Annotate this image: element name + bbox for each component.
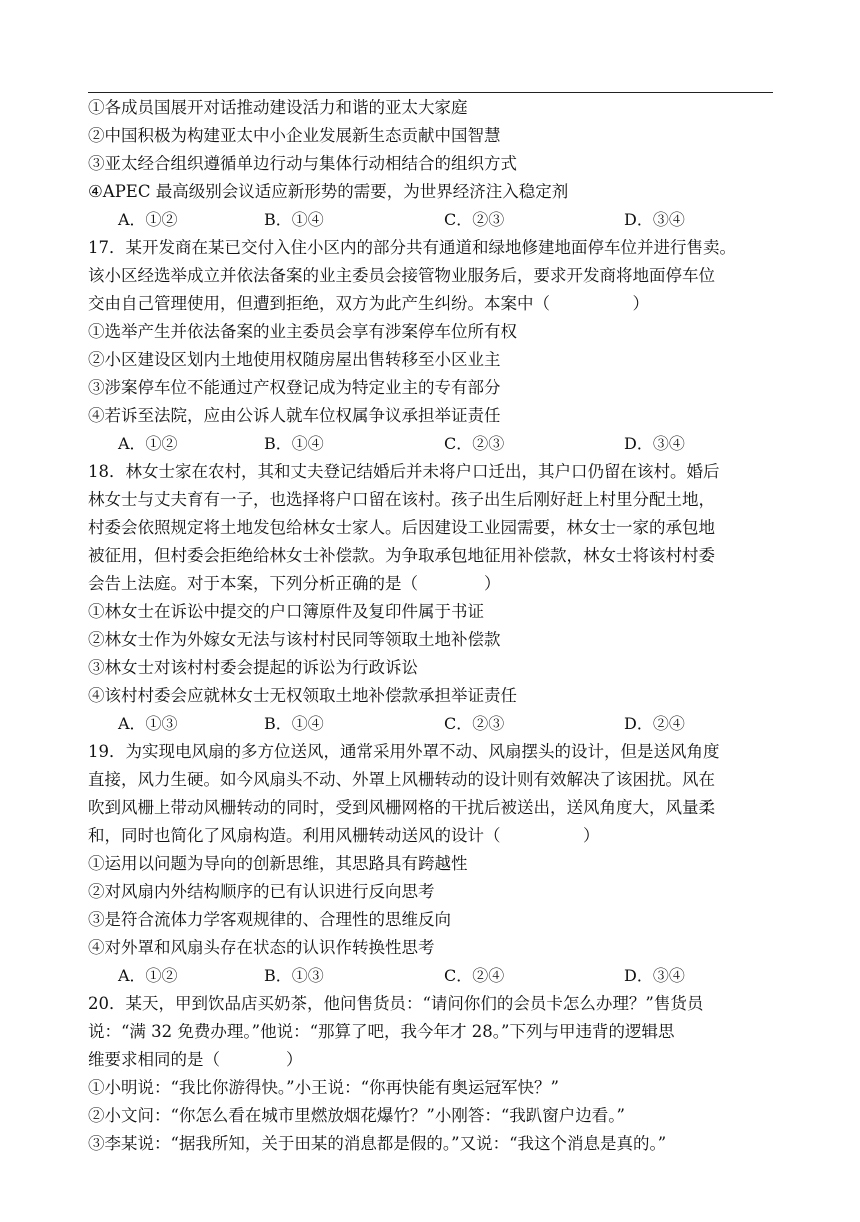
option-d: D．③④ [624,434,685,453]
option-c: C．②③ [444,434,505,453]
statement: ④APEC 最高级别会议适应新形势的需要，为世界经济注入稳定剂 [88,182,569,201]
question-stem: 直接，风力生硬。如今风扇头不动、外罩上风栅转动的设计则有效解决了该困扰。风在 [88,770,715,789]
option-a: A．①② [118,966,178,985]
statement: ②林女士作为外嫁女无法与该村村民同等领取土地补偿款 [88,630,501,649]
question-stem: 村委会依照规定将土地发包给林女士家人。后因建设工业园需要，林女士一家的承包地 [88,518,715,537]
option-d: D．②④ [624,714,685,733]
statement: ①运用以问题为导向的创新思维，其思路具有跨越性 [88,854,468,873]
statement: ②中国积极为构建亚太中小企业发展新生态贡献中国智慧 [88,126,501,145]
statement: ④若诉至法院，应由公诉人就车位权属争议承担举证责任 [88,406,501,425]
option-b: B．①④ [264,714,324,733]
statement: ③李某说：“据我所知，关于田某的消息都是假的。”又说：“我这个消息是真的。” [88,1134,667,1153]
question-stem: 该小区经选举成立并依法备案的业主委员会接管物业服务后，要求开发商将地面停车位 [88,266,715,285]
question-stem: 19．为实现电风扇的多方位送风，通常采用外罩不动、风扇摆头的设计，但是送风角度 [88,742,720,761]
option-b: B．①③ [264,966,324,985]
statement: ②对风扇内外结构顺序的已有认识进行反向思考 [88,882,435,901]
statement: ④对外罩和风扇头存在状态的认识作转换性思考 [88,938,435,957]
option-d: D．③④ [624,966,685,985]
answer-options [88,206,788,234]
question-stem: 维要求相同的是（ ） [88,1050,303,1069]
option-a: A．①② [118,210,178,229]
question-stem: 18．林女士家在农村，其和丈夫登记结婚后并未将户口迁出，其户口仍留在该村。婚后 [88,462,720,481]
question-18 [88,458,788,738]
answer-options [88,962,788,990]
question-stem: 被征用，但村委会拒绝给林女士补偿款。为争取承包地征用补偿款，林女士将该村村委 [88,546,715,565]
question-16 [88,94,788,234]
statement: ①小明说：“我比你游得快。”小王说：“你再快能有奥运冠军快？” [88,1078,559,1097]
question-17 [88,234,788,458]
question-stem: 和，同时也简化了风扇构造。利用风栅转动送风的设计（ ） [88,826,600,845]
question-stem: 会告上法庭。对于本案，下列分析正确的是（ ） [88,574,501,593]
statement: ①各成员国展开对话推动建设活力和谐的亚太大家庭 [88,98,468,117]
statement: ②小文问：“你怎么看在城市里燃放烟花爆竹？”小刚答：“我趴窗户边看。” [88,1106,625,1125]
statement: ②小区建设区划内土地使用权随房屋出售转移至小区业主 [88,350,501,369]
statement: ④该村村委会应就林女士无权领取土地补偿款承担举证责任 [88,686,517,705]
question-stem: 20．某天，甲到饮品店买奶茶，他问售货员：“请问你们的会员卡怎么办理？”售货员 [88,994,704,1013]
question-stem: 17．某开发商在某已交付入住小区内的部分共有通道和绿地修建地面停车位并进行售卖。 [88,238,736,257]
option-a: A．①③ [118,714,178,733]
question-20 [88,990,788,1158]
statement: ③涉案停车位不能通过产权登记成为特定业主的专有部分 [88,378,501,397]
statement: ①选举产生并依法备案的业主委员会享有涉案停车位所有权 [88,322,517,341]
option-a: A．①② [118,434,178,453]
option-b: B．①④ [264,210,324,229]
option-c: C．②③ [444,210,505,229]
header-rule [88,92,773,93]
option-b: B．①④ [264,434,324,453]
statement: ③是符合流体力学客观规律的、合理性的思维反向 [88,910,451,929]
statement: ①林女士在诉讼中提交的户口簿原件及复印件属于书证 [88,602,484,621]
question-stem: 吹到风栅上带动风栅转动的同时，受到风栅网格的干扰后被送出，送风角度大，风量柔 [88,798,715,817]
question-stem: 交由自己管理使用，但遭到拒绝，双方为此产生纠纷。本案中（ ） [88,294,649,313]
question-stem: 林女士与丈夫育有一子，也选择将户口留在该村。孩子出生后刚好赶上村里分配土地， [88,490,715,509]
statement: ③林女士对该村村委会提起的诉讼为行政诉讼 [88,658,418,677]
question-19 [88,738,788,990]
option-c: C．②③ [444,714,505,733]
question-stem: 说：“满 32 免费办理。”他说：“那算了吧，我今年才 28。”下列与甲违背的逻辑思 [88,1022,675,1041]
exam-page [88,94,788,1158]
answer-options [88,710,788,738]
answer-options [88,430,788,458]
option-d: D．③④ [624,210,685,229]
statement: ③亚太经合组织遵循单边行动与集体行动相结合的组织方式 [88,154,517,173]
option-c: C．②④ [444,966,505,985]
